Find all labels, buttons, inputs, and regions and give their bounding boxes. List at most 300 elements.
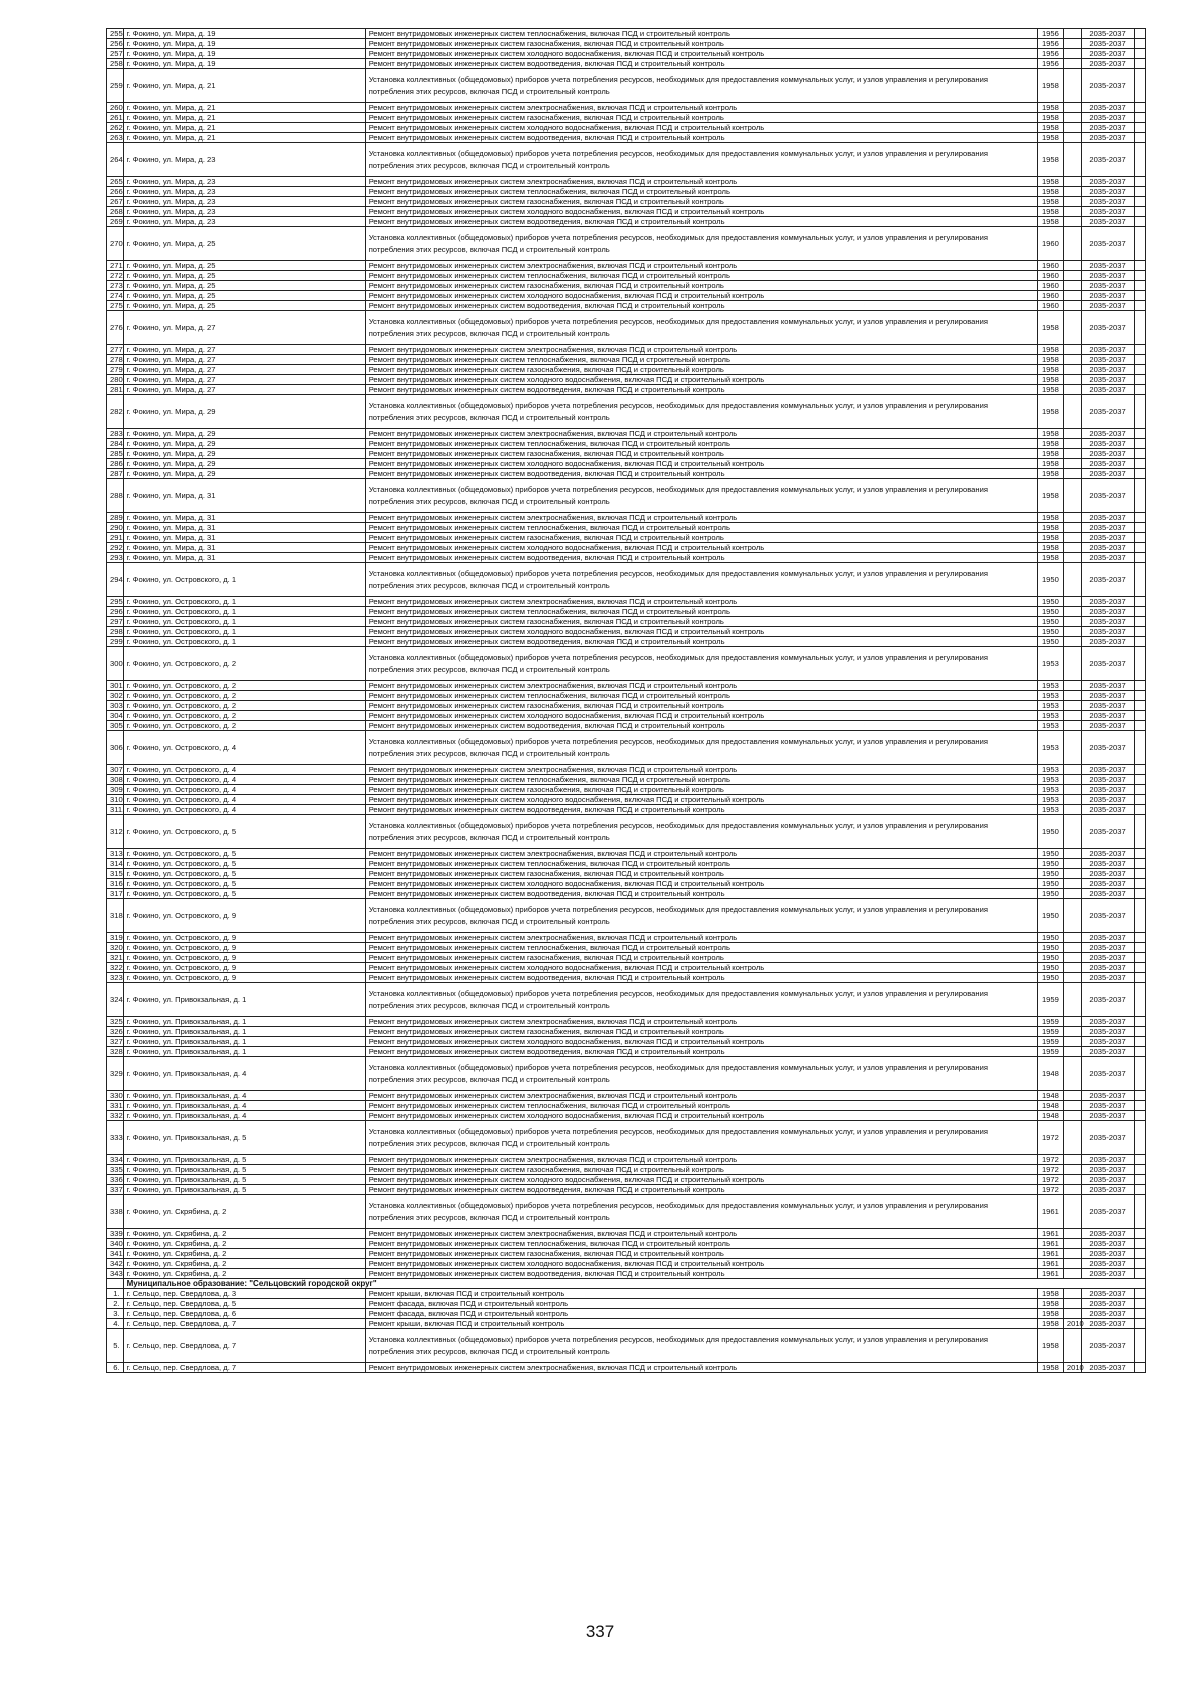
planned-period-cell: 2035-2037: [1081, 187, 1134, 197]
build-year-cell: 1959: [1037, 1037, 1063, 1047]
address-cell: г. Фокино, ул. Привокзальная, д. 1: [123, 1047, 365, 1057]
build-year-cell: 1959: [1037, 983, 1063, 1017]
empty-cell: [1134, 681, 1145, 691]
last-repair-year-cell: [1063, 187, 1081, 197]
address-cell: г. Фокино, ул. Мира, д. 31: [123, 513, 365, 523]
work-type-cell: Установка коллективных (общедомовых) приборов учета потребления ресурсов, необходимых для предоставления коммунальных услуг, и узлов управления и регулирования потребления этих ресурсов, включая ПСД и строительный контроль: [365, 1329, 1037, 1363]
last-repair-year-cell: [1063, 775, 1081, 785]
row-number: 320.: [107, 943, 124, 953]
work-type-cell: Ремонт внутридомовых инженерных систем электроснабжения, включая ПСД и строительный контроль: [365, 1155, 1037, 1165]
empty-cell: [1134, 1229, 1145, 1239]
row-number: 293.: [107, 553, 124, 563]
work-type-cell: Ремонт внутридомовых инженерных систем водоотведения, включая ПСД и строительный контроль: [365, 385, 1037, 395]
work-type-cell: Ремонт внутридомовых инженерных систем водоотведения, включая ПСД и строительный контроль: [365, 721, 1037, 731]
last-repair-year-cell: [1063, 479, 1081, 513]
planned-period-cell: 2035-2037: [1081, 523, 1134, 533]
address-cell: г. Фокино, ул. Островского, д. 1: [123, 597, 365, 607]
row-number: 317.: [107, 889, 124, 899]
work-type-cell: Ремонт внутридомовых инженерных систем холодного водоснабжения, включая ПСД и строительный контроль: [365, 711, 1037, 721]
row-number: 327.: [107, 1037, 124, 1047]
empty-cell: [1134, 1111, 1145, 1121]
planned-period-cell: 2035-2037: [1081, 543, 1134, 553]
empty-cell: [1134, 113, 1145, 123]
planned-period-cell: 2035-2037: [1081, 385, 1134, 395]
build-year-cell: 1950: [1037, 899, 1063, 933]
row-number: 303.: [107, 701, 124, 711]
last-repair-year-cell: [1063, 281, 1081, 291]
work-type-cell: Ремонт внутридомовых инженерных систем газоснабжения, включая ПСД и строительный контроль: [365, 281, 1037, 291]
table-row: [107, 533, 1146, 543]
address-cell: г. Фокино, ул. Мира, д. 29: [123, 449, 365, 459]
last-repair-year-cell: [1063, 261, 1081, 271]
work-type-cell: Ремонт внутридомовых инженерных систем холодного водоснабжения, включая ПСД и строительный контроль: [365, 207, 1037, 217]
empty-cell: [1134, 533, 1145, 543]
planned-period-cell: 2035-2037: [1081, 563, 1134, 597]
work-type-cell: Ремонт внутридомовых инженерных систем теплоснабжения, включая ПСД и строительный контроль: [365, 607, 1037, 617]
address-cell: г. Фокино, ул. Мира, д. 19: [123, 49, 365, 59]
table-row: [107, 365, 1146, 375]
table-row: [107, 291, 1146, 301]
planned-period-cell: 2035-2037: [1081, 1269, 1134, 1279]
table-row: [107, 889, 1146, 899]
planned-period-cell: 2035-2037: [1081, 879, 1134, 889]
planned-period-cell: 2035-2037: [1081, 627, 1134, 637]
empty-cell: [1134, 1027, 1145, 1037]
build-year-cell: 1958: [1037, 385, 1063, 395]
planned-period-cell: 2035-2037: [1081, 617, 1134, 627]
address-cell: г. Фокино, ул. Мира, д. 31: [123, 543, 365, 553]
build-year-cell: 1950: [1037, 627, 1063, 637]
work-type-cell: Ремонт внутридомовых инженерных систем холодного водоснабжения, включая ПСД и строительный контроль: [365, 459, 1037, 469]
table-row: [107, 1195, 1146, 1229]
planned-period-cell: 2035-2037: [1081, 647, 1134, 681]
row-number: 307.: [107, 765, 124, 775]
row-number: 257.: [107, 49, 124, 59]
last-repair-year-cell: [1063, 627, 1081, 637]
build-year-cell: 1960: [1037, 301, 1063, 311]
last-repair-year-cell: [1063, 301, 1081, 311]
address-cell: г. Фокино, ул. Привокзальная, д. 5: [123, 1121, 365, 1155]
work-type-cell: Ремонт внутридомовых инженерных систем водоотведения, включая ПСД и строительный контроль: [365, 469, 1037, 479]
build-year-cell: 1950: [1037, 815, 1063, 849]
empty-cell: [1134, 375, 1145, 385]
planned-period-cell: 2035-2037: [1081, 1057, 1134, 1091]
address-cell: г. Фокино, ул. Островского, д. 2: [123, 701, 365, 711]
table-row: [107, 39, 1146, 49]
table-row: [107, 103, 1146, 113]
empty-cell: [1134, 207, 1145, 217]
address-cell: г. Фокино, ул. Привокзальная, д. 4: [123, 1101, 365, 1111]
table-row: [107, 1111, 1146, 1121]
work-type-cell: Ремонт внутридомовых инженерных систем газоснабжения, включая ПСД и строительный контроль: [365, 953, 1037, 963]
address-cell: г. Фокино, ул. Мира, д. 19: [123, 39, 365, 49]
work-type-cell: Ремонт внутридомовых инженерных систем электроснабжения, включая ПСД и строительный контроль: [365, 261, 1037, 271]
row-number: 311.: [107, 805, 124, 815]
planned-period-cell: 2035-2037: [1081, 815, 1134, 849]
empty-cell: [1134, 711, 1145, 721]
planned-period-cell: 2035-2037: [1081, 731, 1134, 765]
empty-cell: [1134, 1363, 1145, 1373]
address-cell: г. Фокино, ул. Мира, д. 21: [123, 123, 365, 133]
table-row: [107, 1057, 1146, 1091]
address-cell: г. Фокино, ул. Мира, д. 19: [123, 29, 365, 39]
work-type-cell: Ремонт внутридомовых инженерных систем газоснабжения, включая ПСД и строительный контроль: [365, 617, 1037, 627]
empty-cell: [1134, 983, 1145, 1017]
address-cell: г. Фокино, ул. Островского, д. 5: [123, 869, 365, 879]
build-year-cell: 1961: [1037, 1259, 1063, 1269]
empty-cell: [1134, 365, 1145, 375]
last-repair-year-cell: [1063, 973, 1081, 983]
work-type-cell: Ремонт внутридомовых инженерных систем теплоснабжения, включая ПСД и строительный контроль: [365, 859, 1037, 869]
empty-cell: [1134, 385, 1145, 395]
empty-cell: [1134, 1329, 1145, 1363]
work-type-cell: Ремонт внутридомовых инженерных систем теплоснабжения, включая ПСД и строительный контроль: [365, 29, 1037, 39]
last-repair-year-cell: [1063, 1195, 1081, 1229]
last-repair-year-cell: [1063, 459, 1081, 469]
row-number: 340.: [107, 1239, 124, 1249]
row-number: 325.: [107, 1017, 124, 1027]
work-type-cell: Ремонт внутридомовых инженерных систем электроснабжения, включая ПСД и строительный контроль: [365, 513, 1037, 523]
table-row: [107, 459, 1146, 469]
build-year-cell: 1958: [1037, 1319, 1063, 1329]
table-row: [107, 711, 1146, 721]
table-row: [107, 49, 1146, 59]
row-number: 319.: [107, 933, 124, 943]
empty-cell: [1134, 765, 1145, 775]
build-year-cell: 1958: [1037, 1363, 1063, 1373]
planned-period-cell: 2035-2037: [1081, 1091, 1134, 1101]
address-cell: г. Фокино, ул. Привокзальная, д. 4: [123, 1111, 365, 1121]
planned-period-cell: 2035-2037: [1081, 1121, 1134, 1155]
address-cell: г. Фокино, ул. Привокзальная, д. 4: [123, 1057, 365, 1091]
work-type-cell: Установка коллективных (общедомовых) приборов учета потребления ресурсов, необходимых для предоставления коммунальных услуг, и узлов управления и регулирования потребления этих ресурсов, включая ПСД и строительный контроль: [365, 563, 1037, 597]
empty-cell: [1134, 133, 1145, 143]
page-number: 337: [585, 1622, 615, 1641]
planned-period-cell: 2035-2037: [1081, 533, 1134, 543]
build-year-cell: 1972: [1037, 1155, 1063, 1165]
empty-cell: [1134, 933, 1145, 943]
planned-period-cell: 2035-2037: [1081, 479, 1134, 513]
row-number: 267.: [107, 197, 124, 207]
address-cell: г. Фокино, ул. Островского, д. 2: [123, 721, 365, 731]
empty-cell: [1134, 963, 1145, 973]
last-repair-year-cell: [1063, 365, 1081, 375]
planned-period-cell: 2035-2037: [1081, 1299, 1134, 1309]
row-number: 305.: [107, 721, 124, 731]
work-type-cell: Ремонт внутридомовых инженерных систем электроснабжения, включая ПСД и строительный контроль: [365, 345, 1037, 355]
empty-cell: [1134, 39, 1145, 49]
build-year-cell: 1960: [1037, 281, 1063, 291]
last-repair-year-cell: [1063, 103, 1081, 113]
planned-period-cell: 2035-2037: [1081, 805, 1134, 815]
last-repair-year-cell: [1063, 217, 1081, 227]
planned-period-cell: 2035-2037: [1081, 123, 1134, 133]
address-cell: г. Фокино, ул. Островского, д. 4: [123, 805, 365, 815]
build-year-cell: 1950: [1037, 953, 1063, 963]
planned-period-cell: 2035-2037: [1081, 1111, 1134, 1121]
table-row: [107, 765, 1146, 775]
last-repair-year-cell: [1063, 1259, 1081, 1269]
row-number: 312.: [107, 815, 124, 849]
row-number: 342.: [107, 1259, 124, 1269]
planned-period-cell: 2035-2037: [1081, 983, 1134, 1017]
address-cell: г. Фокино, ул. Привокзальная, д. 1: [123, 1037, 365, 1047]
last-repair-year-cell: [1063, 311, 1081, 345]
planned-period-cell: 2035-2037: [1081, 355, 1134, 365]
work-type-cell: Ремонт внутридомовых инженерных систем водоотведения, включая ПСД и строительный контроль: [365, 1269, 1037, 1279]
table-row: [107, 59, 1146, 69]
work-type-cell: Ремонт внутридомовых инженерных систем электроснабжения, включая ПСД и строительный контроль: [365, 1363, 1037, 1373]
empty-cell: [1134, 1185, 1145, 1195]
empty-cell: [1134, 775, 1145, 785]
row-number: 323.: [107, 973, 124, 983]
work-type-cell: Ремонт внутридомовых инженерных систем теплоснабжения, включая ПСД и строительный контроль: [365, 187, 1037, 197]
address-cell: г. Фокино, ул. Мира, д. 29: [123, 395, 365, 429]
table-row: [107, 1363, 1146, 1373]
table-row: [107, 627, 1146, 637]
build-year-cell: 1956: [1037, 39, 1063, 49]
work-type-cell: Ремонт внутридомовых инженерных систем холодного водоснабжения, включая ПСД и строительный контроль: [365, 1259, 1037, 1269]
work-type-cell: Ремонт внутридомовых инженерных систем водоотведения, включая ПСД и строительный контроль: [365, 889, 1037, 899]
row-number: 269.: [107, 217, 124, 227]
build-year-cell: 1950: [1037, 859, 1063, 869]
row-number: 6.: [107, 1363, 124, 1373]
section-spacer: [107, 1279, 124, 1289]
build-year-cell: 1958: [1037, 459, 1063, 469]
empty-cell: [1134, 217, 1145, 227]
last-repair-year-cell: [1063, 513, 1081, 523]
work-type-cell: Ремонт внутридомовых инженерных систем холодного водоснабжения, включая ПСД и строительный контроль: [365, 1037, 1037, 1047]
address-cell: г. Фокино, ул. Островского, д. 5: [123, 889, 365, 899]
table-row: [107, 345, 1146, 355]
planned-period-cell: 2035-2037: [1081, 1047, 1134, 1057]
row-number: 264.: [107, 143, 124, 177]
address-cell: г. Фокино, ул. Мира, д. 21: [123, 69, 365, 103]
address-cell: г. Фокино, ул. Привокзальная, д. 5: [123, 1185, 365, 1195]
table-row: [107, 1299, 1146, 1309]
work-type-cell: Ремонт внутридомовых инженерных систем электроснабжения, включая ПСД и строительный контроль: [365, 765, 1037, 775]
build-year-cell: 1958: [1037, 133, 1063, 143]
row-number: 292.: [107, 543, 124, 553]
row-number: 333.: [107, 1121, 124, 1155]
work-type-cell: Ремонт внутридомовых инженерных систем водоотведения, включая ПСД и строительный контроль: [365, 133, 1037, 143]
table-row: [107, 701, 1146, 711]
planned-period-cell: 2035-2037: [1081, 375, 1134, 385]
empty-cell: [1134, 1259, 1145, 1269]
planned-period-cell: 2035-2037: [1081, 691, 1134, 701]
address-cell: г. Фокино, ул. Мира, д. 25: [123, 227, 365, 261]
section-row: [107, 1279, 1146, 1289]
work-type-cell: Ремонт внутридомовых инженерных систем газоснабжения, включая ПСД и строительный контроль: [365, 533, 1037, 543]
last-repair-year-cell: [1063, 795, 1081, 805]
address-cell: г. Фокино, ул. Мира, д. 21: [123, 133, 365, 143]
address-cell: г. Фокино, ул. Привокзальная, д. 4: [123, 1091, 365, 1101]
last-repair-year-cell: [1063, 1165, 1081, 1175]
build-year-cell: 1953: [1037, 765, 1063, 775]
empty-cell: [1134, 1101, 1145, 1111]
empty-cell: [1134, 1319, 1145, 1329]
table-row: [107, 1101, 1146, 1111]
table-row: [107, 1309, 1146, 1319]
work-type-cell: Ремонт внутридомовых инженерных систем электроснабжения, включая ПСД и строительный контроль: [365, 1229, 1037, 1239]
planned-period-cell: 2035-2037: [1081, 133, 1134, 143]
build-year-cell: 1953: [1037, 731, 1063, 765]
planned-period-cell: 2035-2037: [1081, 859, 1134, 869]
work-type-cell: Установка коллективных (общедомовых) приборов учета потребления ресурсов, необходимых для предоставления коммунальных услуг, и узлов управления и регулирования потребления этих ресурсов, включая ПСД и строительный контроль: [365, 395, 1037, 429]
row-number: 281.: [107, 385, 124, 395]
last-repair-year-cell: [1063, 1239, 1081, 1249]
table-row: [107, 217, 1146, 227]
table-row: [107, 1269, 1146, 1279]
row-number: 316.: [107, 879, 124, 889]
last-repair-year-cell: [1063, 849, 1081, 859]
work-type-cell: Установка коллективных (общедомовых) приборов учета потребления ресурсов, необходимых для предоставления коммунальных услуг, и узлов управления и регулирования потребления этих ресурсов, включая ПСД и строительный контроль: [365, 479, 1037, 513]
build-year-cell: 1948: [1037, 1091, 1063, 1101]
work-type-cell: Ремонт внутридомовых инженерных систем водоотведения, включая ПСД и строительный контроль: [365, 301, 1037, 311]
last-repair-year-cell: [1063, 69, 1081, 103]
planned-period-cell: 2035-2037: [1081, 953, 1134, 963]
row-number: 265.: [107, 177, 124, 187]
work-type-cell: Ремонт крыши, включая ПСД и строительный контроль: [365, 1289, 1037, 1299]
build-year-cell: 1958: [1037, 479, 1063, 513]
section-title: Муниципальное образование: "Сельцовский городской округ": [123, 1279, 1145, 1289]
build-year-cell: 1961: [1037, 1229, 1063, 1239]
work-type-cell: Установка коллективных (общедомовых) приборов учета потребления ресурсов, необходимых для предоставления коммунальных услуг, и узлов управления и регулирования потребления этих ресурсов, включая ПСД и строительный контроль: [365, 1195, 1037, 1229]
work-type-cell: Ремонт внутридомовых инженерных систем электроснабжения, включая ПСД и строительный контроль: [365, 177, 1037, 187]
planned-period-cell: 2035-2037: [1081, 207, 1134, 217]
planned-period-cell: 2035-2037: [1081, 271, 1134, 281]
table-row: [107, 973, 1146, 983]
last-repair-year-cell: [1063, 355, 1081, 365]
build-year-cell: 1950: [1037, 963, 1063, 973]
empty-cell: [1134, 1289, 1145, 1299]
last-repair-year-cell: [1063, 1289, 1081, 1299]
planned-period-cell: 2035-2037: [1081, 711, 1134, 721]
table-row: [107, 1185, 1146, 1195]
empty-cell: [1134, 49, 1145, 59]
empty-cell: [1134, 869, 1145, 879]
address-cell: г. Фокино, ул. Островского, д. 4: [123, 795, 365, 805]
empty-cell: [1134, 449, 1145, 459]
build-year-cell: 1953: [1037, 785, 1063, 795]
address-cell: г. Фокино, ул. Островского, д. 5: [123, 859, 365, 869]
row-number: 336.: [107, 1175, 124, 1185]
empty-cell: [1134, 795, 1145, 805]
address-cell: г. Фокино, ул. Мира, д. 29: [123, 429, 365, 439]
last-repair-year-cell: [1063, 197, 1081, 207]
last-repair-year-cell: [1063, 523, 1081, 533]
planned-period-cell: 2035-2037: [1081, 261, 1134, 271]
last-repair-year-cell: [1063, 681, 1081, 691]
table-row: [107, 1175, 1146, 1185]
planned-period-cell: 2035-2037: [1081, 607, 1134, 617]
planned-period-cell: 2035-2037: [1081, 1165, 1134, 1175]
empty-cell: [1134, 1175, 1145, 1185]
last-repair-year-cell: [1063, 637, 1081, 647]
build-year-cell: 1958: [1037, 177, 1063, 187]
build-year-cell: 1960: [1037, 261, 1063, 271]
row-number: 270.: [107, 227, 124, 261]
planned-period-cell: 2035-2037: [1081, 49, 1134, 59]
work-type-cell: Ремонт внутридомовых инженерных систем водоотведения, включая ПСД и строительный контроль: [365, 553, 1037, 563]
table-row: [107, 197, 1146, 207]
work-type-cell: Ремонт внутридомовых инженерных систем теплоснабжения, включая ПСД и строительный контроль: [365, 523, 1037, 533]
planned-period-cell: 2035-2037: [1081, 963, 1134, 973]
last-repair-year-cell: [1063, 1037, 1081, 1047]
table-row: [107, 775, 1146, 785]
last-repair-year-cell: [1063, 943, 1081, 953]
planned-period-cell: 2035-2037: [1081, 439, 1134, 449]
empty-cell: [1134, 187, 1145, 197]
empty-cell: [1134, 1195, 1145, 1229]
table-row: [107, 1319, 1146, 1329]
work-type-cell: Ремонт внутридомовых инженерных систем холодного водоснабжения, включая ПСД и строительный контроль: [365, 795, 1037, 805]
address-cell: г. Фокино, ул. Привокзальная, д. 5: [123, 1175, 365, 1185]
last-repair-year-cell: [1063, 869, 1081, 879]
table-row: [107, 69, 1146, 103]
row-number: 285.: [107, 449, 124, 459]
row-number: 332.: [107, 1111, 124, 1121]
work-type-cell: Ремонт фасада, включая ПСД и строительный контроль: [365, 1309, 1037, 1319]
table-row: [107, 375, 1146, 385]
build-year-cell: 1961: [1037, 1249, 1063, 1259]
last-repair-year-cell: 2010: [1063, 1319, 1081, 1329]
last-repair-year-cell: [1063, 143, 1081, 177]
planned-period-cell: 2035-2037: [1081, 1037, 1134, 1047]
row-number: 295.: [107, 597, 124, 607]
planned-period-cell: 2035-2037: [1081, 513, 1134, 523]
last-repair-year-cell: [1063, 563, 1081, 597]
last-repair-year-cell: [1063, 207, 1081, 217]
last-repair-year-cell: [1063, 711, 1081, 721]
build-year-cell: 1948: [1037, 1057, 1063, 1091]
table-row: [107, 785, 1146, 795]
row-number: 315.: [107, 869, 124, 879]
work-type-cell: Ремонт внутридомовых инженерных систем теплоснабжения, включая ПСД и строительный контроль: [365, 355, 1037, 365]
planned-period-cell: 2035-2037: [1081, 1229, 1134, 1239]
build-year-cell: 1958: [1037, 187, 1063, 197]
last-repair-year-cell: [1063, 731, 1081, 765]
address-cell: г. Фокино, ул. Островского, д. 5: [123, 849, 365, 859]
row-number: 282.: [107, 395, 124, 429]
work-type-cell: Ремонт внутридомовых инженерных систем газоснабжения, включая ПСД и строительный контроль: [365, 785, 1037, 795]
empty-cell: [1134, 311, 1145, 345]
address-cell: г. Фокино, ул. Мира, д. 25: [123, 271, 365, 281]
last-repair-year-cell: [1063, 271, 1081, 281]
empty-cell: [1134, 1249, 1145, 1259]
work-type-cell: Ремонт внутридомовых инженерных систем водоотведения, включая ПСД и строительный контроль: [365, 217, 1037, 227]
table-row: [107, 1239, 1146, 1249]
table-row: [107, 311, 1146, 345]
build-year-cell: 1958: [1037, 217, 1063, 227]
last-repair-year-cell: [1063, 1329, 1081, 1363]
table-row: [107, 113, 1146, 123]
work-type-cell: Ремонт внутридомовых инженерных систем теплоснабжения, включая ПСД и строительный контроль: [365, 439, 1037, 449]
work-type-cell: Ремонт крыши, включая ПСД и строительный контроль: [365, 1319, 1037, 1329]
row-number: 255.: [107, 29, 124, 39]
empty-cell: [1134, 439, 1145, 449]
address-cell: г. Фокино, ул. Островского, д. 9: [123, 943, 365, 953]
last-repair-year-cell: [1063, 1309, 1081, 1319]
planned-period-cell: 2035-2037: [1081, 39, 1134, 49]
empty-cell: [1134, 691, 1145, 701]
row-number: 289.: [107, 513, 124, 523]
table-row: [107, 943, 1146, 953]
empty-cell: [1134, 29, 1145, 39]
table-row: [107, 849, 1146, 859]
empty-cell: [1134, 1047, 1145, 1057]
work-type-cell: Ремонт внутридомовых инженерных систем теплоснабжения, включая ПСД и строительный контроль: [365, 271, 1037, 281]
